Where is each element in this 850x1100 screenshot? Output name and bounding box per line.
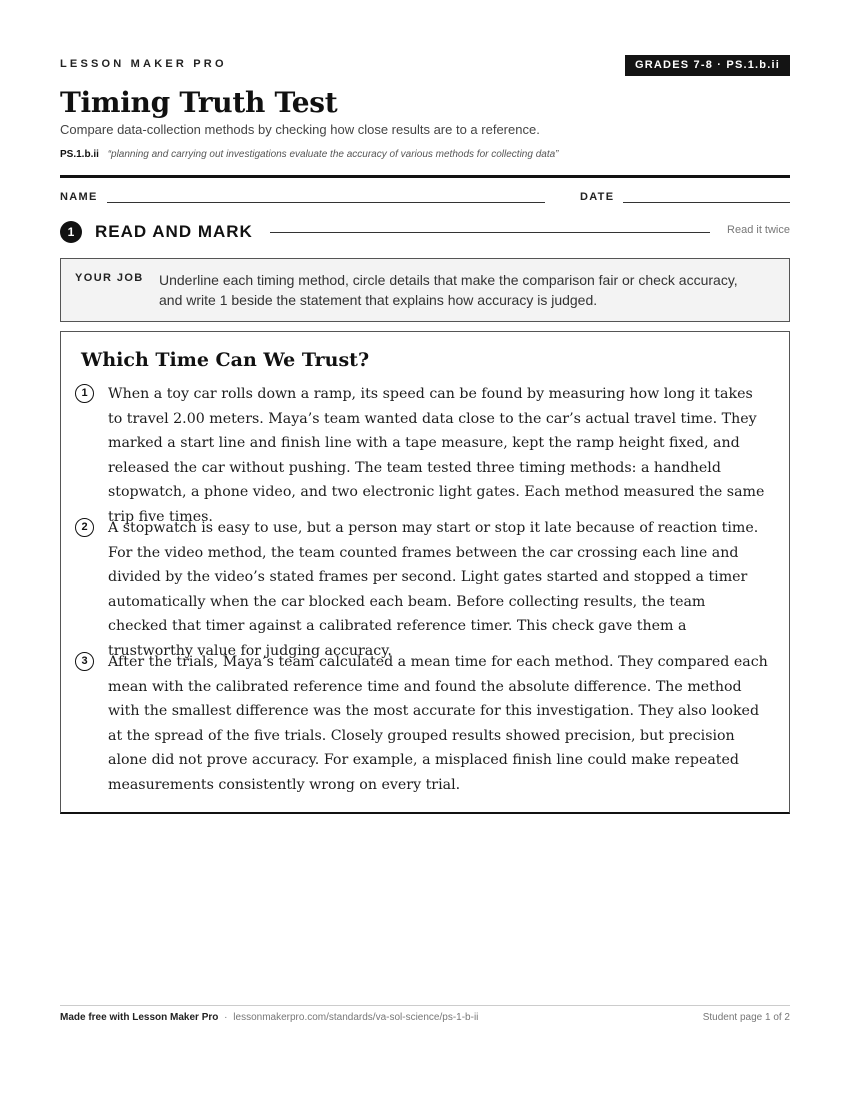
date-label: DATE (580, 191, 615, 203)
standard-text: “planning and carrying out investigations evaluate the accuracy of various methods for collecting data” (107, 149, 559, 160)
section-number-badge: 1 (60, 221, 82, 243)
grade-badge: GRADES 7-8 · PS.1.b.ii (625, 55, 790, 76)
worksheet-title: Timing Truth Test (60, 86, 338, 119)
standard-reference (60, 149, 559, 160)
date-field[interactable] (623, 202, 790, 203)
page-number: Student page 1 of 2 (702, 1012, 790, 1023)
footer-made-with: Made free with Lesson Maker Pro (60, 1012, 219, 1023)
job-instructions-box (60, 258, 790, 322)
name-field[interactable] (107, 202, 545, 203)
reading-passage (60, 331, 790, 814)
job-text: Underline each timing method, circle details that make the comparison fair or check accuracy, and write 1 beside the statement that explains how accuracy is judged. (159, 272, 738, 308)
header-divider (60, 175, 790, 178)
paragraph-text: After the trials, Maya’s team calculated a mean time for each method. They compared each mean with the calibrated reference time and found the absolute difference. The method with the smallest difference was the most accurate for this investigation. They also looked at the spread of the five trials. Closely grouped results showed precision, but precision alone did not prove accuracy. For example, a misplaced finish line could make repeated measurements consistently wrong on every trial. (108, 654, 768, 793)
name-label: NAME (60, 191, 98, 203)
header-bar (60, 55, 790, 79)
student-fields (60, 191, 790, 207)
standard-code: PS.1.b.ii (60, 149, 99, 160)
paragraph-text: When a toy car rolls down a ramp, its speed can be found by measuring how long it takes to travel 2.00 meters. Maya’s team wanted data close to the car’s actual travel time. They marked a start line and finish line with a tape measure, kept the ramp height fixed, and released the car without pushing. The team tested three timing methods: a handheld stopwatch, a phone video, and two electronic light gates. Each method measured the same trip five times. (108, 386, 765, 525)
section-rule (270, 232, 710, 233)
footer-divider (60, 1005, 790, 1006)
footer-url[interactable]: lessonmakerpro.com/standards/va-sol-science/ps-1-b-ii (233, 1012, 479, 1023)
passage-title: Which Time Can We Trust? (81, 349, 370, 371)
paragraph-number: 3 (75, 652, 94, 671)
footer-separator: · (224, 1012, 228, 1023)
job-label: YOUR JOB (75, 272, 144, 284)
page-footer (60, 1012, 790, 1023)
paragraph-number: 1 (75, 384, 94, 403)
section-header (60, 220, 790, 244)
paragraph-text: A stopwatch is easy to use, but a person may start or stop it late because of reaction time. For the video method, the team counted frames between the car crossing each line and divided by the video’s stated frames per second. Light gates started and stopped a timer automatically when the car blocked each beam. Before collecting results, the team checked that timer against a calibrated reference timer. This check gave them a trustworthy value for judging accuracy. (108, 520, 759, 659)
section-title: READ AND MARK (95, 222, 253, 241)
brand-name: LESSON MAKER PRO (60, 58, 227, 70)
section-note: Read it twice (727, 224, 790, 236)
worksheet-subtitle: Compare data-collection methods by checking how close results are to a reference. (60, 122, 540, 137)
paragraph-number: 2 (75, 518, 94, 537)
